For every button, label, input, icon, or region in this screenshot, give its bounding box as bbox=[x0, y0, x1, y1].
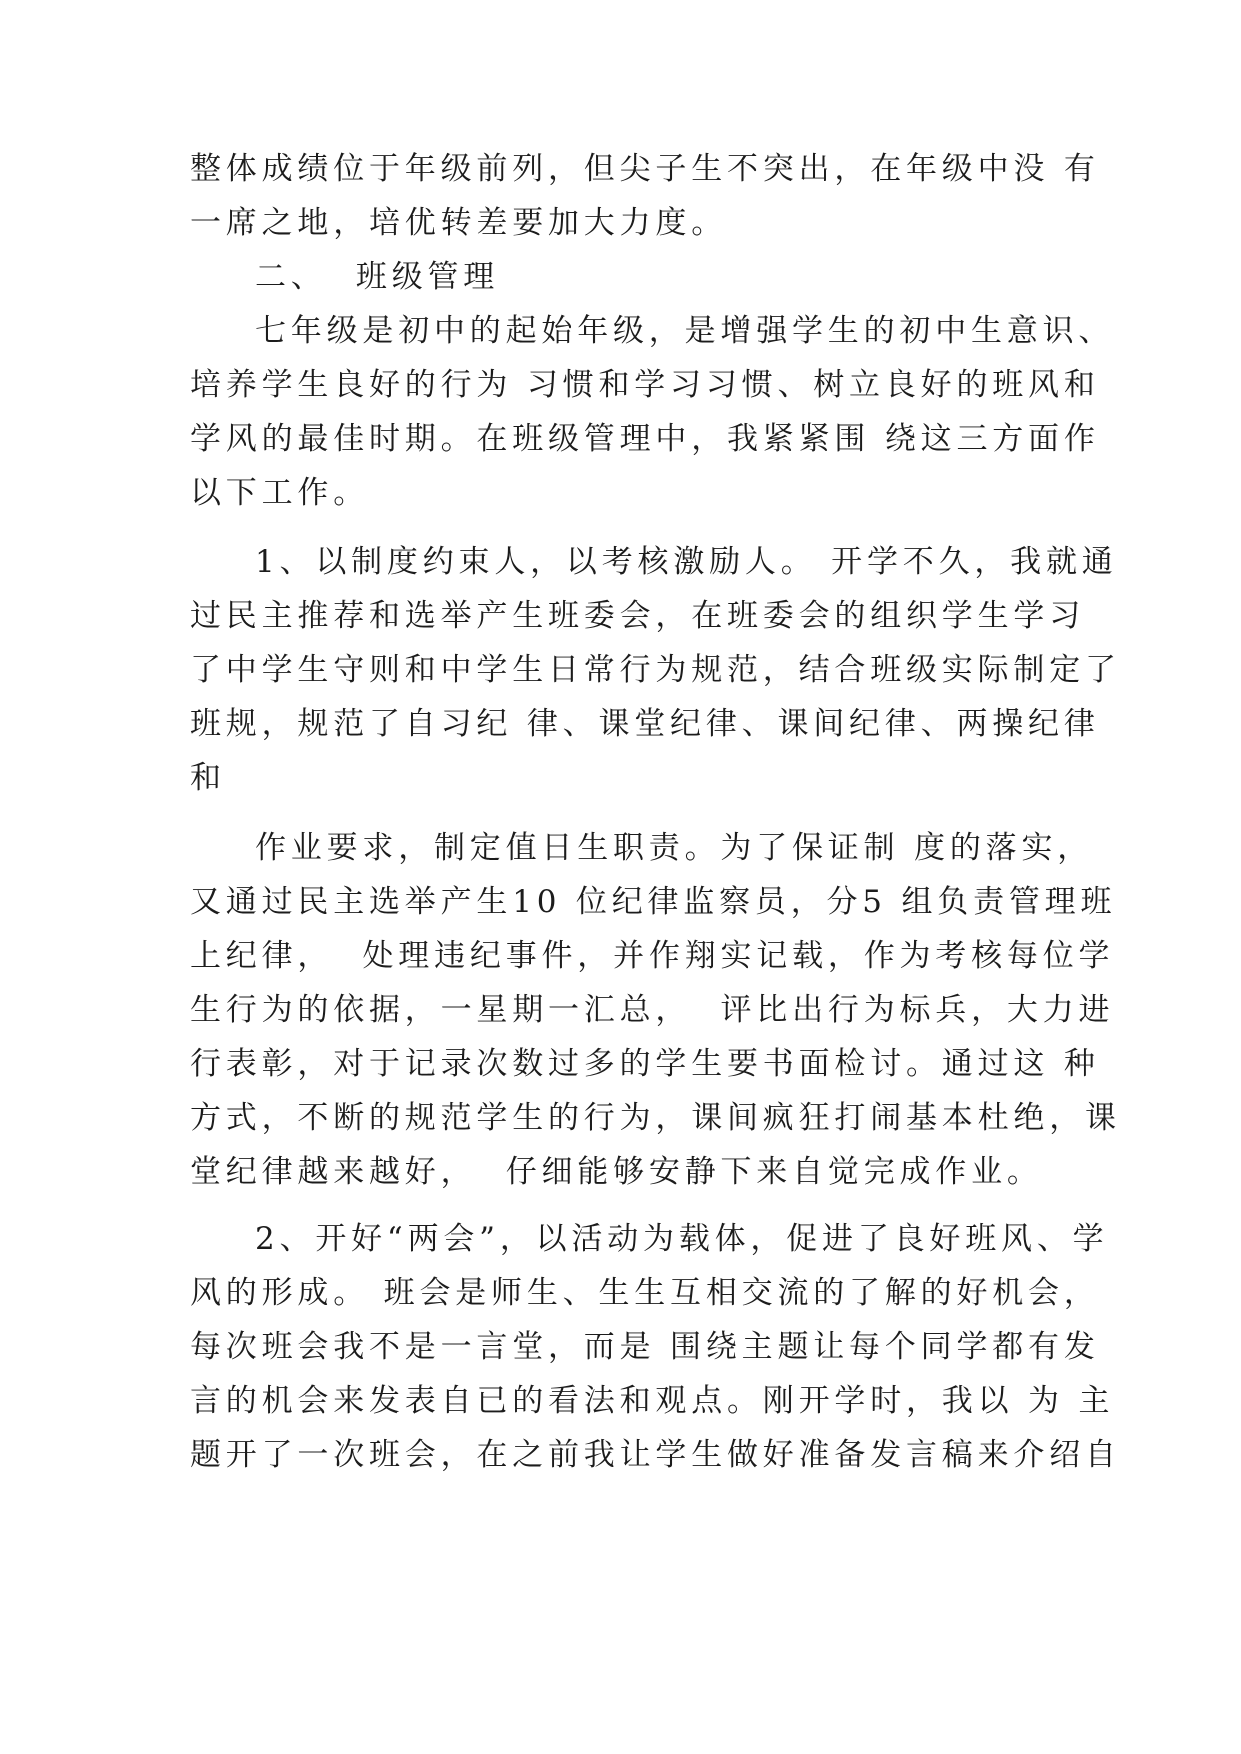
section-heading: 二、 班级管理 bbox=[255, 259, 500, 295]
text-line-23: 言的机会来发表自已的看法和观点。刚开学时，我以 为 主 bbox=[190, 1383, 1115, 1419]
text-line-7: 以下工作。 bbox=[190, 475, 369, 511]
text-line-10: 了中学生守则和中学生日常行为规范，结合班级实际制定了 bbox=[190, 652, 1121, 688]
text-line-22: 每次班会我不是一言堂，而是 围绕主题让每个同学都有发 bbox=[190, 1329, 1100, 1365]
text-line-14: 又通过民主选举产生10 位纪律监察员，分5 组负责管理班 bbox=[190, 884, 1117, 920]
text-line-18: 方式，不断的规范学生的行为，课间疯狂打闹基本杜绝，课 bbox=[190, 1100, 1121, 1136]
text-line-4: 七年级是初中的起始年级，是增强学生的初中生意识、 bbox=[255, 313, 1115, 349]
text-line-2: 一席之地，培优转差要加大力度。 bbox=[190, 205, 727, 241]
text-line-11: 班规，规范了自习纪 律、课堂纪律、课间纪律、两操纪律 bbox=[190, 706, 1100, 742]
text-line-20: 2、开好“两会”，以活动为载体，促进了良好班风、学 bbox=[255, 1221, 1109, 1257]
text-line-17: 行表彰，对于记录次数过多的学生要书面检讨。通过这 种 bbox=[190, 1046, 1100, 1082]
text-line-8: 1、以制度约束人，以考核激励人。 开学不久，我就通 bbox=[255, 544, 1118, 580]
text-line-15: 上纪律， 处理违纪事件，并作翔实记载，作为考核每位学 bbox=[190, 938, 1115, 974]
text-line-9: 过民主推荐和选举产生班委会，在班委会的组织学生学习 bbox=[190, 598, 1085, 634]
text-line-6: 学风的最佳时期。在班级管理中，我紧紧围 绕这三方面作 bbox=[190, 421, 1100, 457]
text-line-13: 作业要求，制定值日生职责。为了保证制 度的落实， bbox=[255, 830, 1094, 866]
text-line-12: 和 bbox=[190, 760, 226, 796]
text-line-21: 风的形成。 班会是师生、生生互相交流的了解的好机会， bbox=[190, 1275, 1100, 1311]
text-line-19: 堂纪律越来越好， 仔细能够安静下来自觉完成作业。 bbox=[190, 1154, 1043, 1190]
text-line-1: 整体成绩位于年级前列，但尖子生不突出，在年级中没 有 bbox=[190, 151, 1100, 187]
text-line-16: 生行为的依据，一星期一汇总， 评比出行为标兵，大力进 bbox=[190, 992, 1115, 1028]
text-line-5: 培养学生良好的行为 习惯和学习习惯、树立良好的班风和 bbox=[190, 367, 1100, 403]
text-line-24: 题开了一次班会，在之前我让学生做好准备发言稿来介绍自 bbox=[190, 1437, 1121, 1473]
